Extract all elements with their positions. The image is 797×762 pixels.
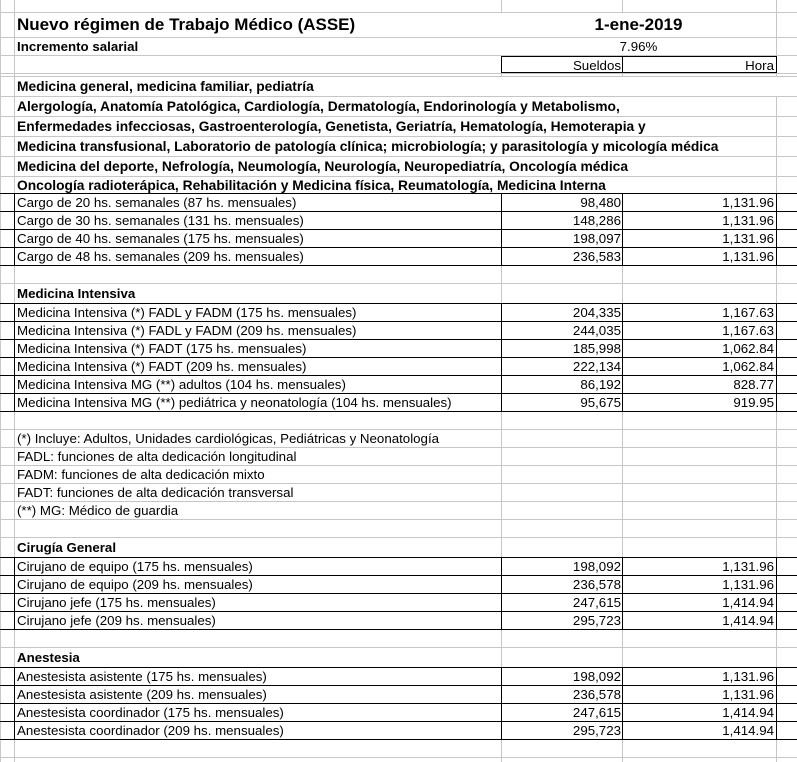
page-title[interactable]: Nuevo régimen de Trabajo Médico (ASSE): [15, 13, 501, 37]
sueldo-value[interactable]: 185,998: [501, 340, 623, 357]
specialty-text[interactable]: Oncología radioterápica, Rehabilitación y Medicina física, Reumatología, Medicina Interna: [15, 177, 775, 193]
row-label[interactable]: Cargo de 48 hs. semanales (209 hs. mensuales): [14, 248, 502, 265]
table-row: [0, 304, 797, 322]
row-label[interactable]: Anestesista coordinador (175 hs. mensuales): [14, 704, 502, 721]
row-empty: [0, 412, 797, 430]
table-row: [0, 594, 797, 612]
hora-value[interactable]: 1,414.94: [622, 612, 777, 629]
hora-value[interactable]: 1,414.94: [622, 722, 777, 739]
hora-value[interactable]: 919.95: [622, 394, 777, 411]
hora-value[interactable]: 1,167.63: [622, 304, 777, 321]
hora-value[interactable]: 1,167.63: [622, 322, 777, 339]
specialty-line: [0, 77, 797, 97]
specialty-line: [0, 137, 797, 157]
row-label[interactable]: Medicina Intensiva (*) FADT (175 hs. mensuales): [14, 340, 502, 357]
sueldo-value[interactable]: 86,192: [501, 376, 623, 393]
specialty-text[interactable]: Medicina general, medicina familiar, pediatría: [15, 77, 795, 96]
note-row: [0, 466, 797, 484]
specialty-text[interactable]: Alergología, Anatomía Patológica, Cardiología, Dermatología, Endorinología y Metabolismo,: [15, 97, 775, 116]
hora-value[interactable]: 828.77: [622, 376, 777, 393]
row-label[interactable]: Medicina Intensiva (*) FADL y FADM (209 hs. mensuales): [14, 322, 502, 339]
row-label[interactable]: Cargo de 20 hs. semanales (87 hs. mensuales): [14, 194, 502, 211]
section-title-intensiva[interactable]: Medicina Intensiva: [15, 284, 501, 303]
sueldo-value[interactable]: 198,092: [501, 668, 623, 685]
note-row: [0, 484, 797, 502]
row-empty: [0, 740, 797, 758]
table-row: [0, 230, 797, 248]
sueldo-value[interactable]: 295,723: [501, 612, 623, 629]
table-row: [0, 686, 797, 704]
row-label[interactable]: Cargo de 40 hs. semanales (175 hs. mensuales): [14, 230, 502, 247]
hora-value[interactable]: 1,131.96: [622, 248, 777, 265]
sueldo-value[interactable]: 244,035: [501, 322, 623, 339]
specialty-text[interactable]: Medicina transfusional, Laboratorio de patología clínica; microbiología; y parasitología y micología médica: [15, 137, 775, 156]
row-label[interactable]: Cargo de 30 hs. semanales (131 hs. mensuales): [14, 212, 502, 229]
increment-label[interactable]: Incremento salarial: [15, 38, 501, 55]
table-row: [0, 358, 797, 376]
hora-value[interactable]: 1,062.84: [622, 340, 777, 357]
row-label[interactable]: Medicina Intensiva MG (**) adultos (104 hs. mensuales): [14, 376, 502, 393]
table-row: [0, 212, 797, 230]
table-row: [0, 704, 797, 722]
table-row: [0, 394, 797, 412]
note-text[interactable]: (*) Incluye: Adultos, Unidades cardiológicas, Pediátricas y Neonatología: [15, 430, 501, 447]
hora-value[interactable]: 1,131.96: [622, 194, 777, 211]
hora-value[interactable]: 1,062.84: [622, 358, 777, 375]
table-row: [0, 340, 797, 358]
hora-value[interactable]: 1,131.96: [622, 576, 777, 593]
table-row: [0, 612, 797, 630]
table-row: [0, 248, 797, 266]
row-label[interactable]: Medicina Intensiva MG (**) pediátrica y neonatología (104 hs. mensuales): [14, 394, 502, 411]
note-row: [0, 448, 797, 466]
specialty-line: [0, 97, 797, 117]
section-header-row: [0, 284, 797, 304]
hora-value[interactable]: 1,131.96: [622, 686, 777, 703]
row-label[interactable]: Medicina Intensiva (*) FADL y FADM (175 hs. mensuales): [14, 304, 502, 321]
sueldo-value[interactable]: 236,578: [501, 686, 623, 703]
specialty-line: [0, 157, 797, 177]
hora-value[interactable]: 1,131.96: [622, 212, 777, 229]
row-label[interactable]: Cirujano de equipo (209 hs. mensuales): [14, 576, 502, 593]
hora-value[interactable]: 1,414.94: [622, 704, 777, 721]
row-label[interactable]: Anestesista coordinador (209 hs. mensuales): [14, 722, 502, 739]
hora-value[interactable]: 1,131.96: [622, 558, 777, 575]
row-empty: [0, 630, 797, 648]
row-label[interactable]: Anestesista asistente (209 hs. mensuales): [14, 686, 502, 703]
title-row: [0, 13, 797, 38]
column-header-row: [0, 56, 797, 74]
row-label[interactable]: Cirujano jefe (175 hs. mensuales): [14, 594, 502, 611]
specialty-line: [0, 177, 797, 194]
sueldo-value[interactable]: 295,723: [501, 722, 623, 739]
section-title-cirugia[interactable]: Cirugía General: [15, 538, 501, 557]
note-row: [0, 430, 797, 448]
section-title-anestesia[interactable]: Anestesia: [15, 648, 501, 667]
sueldo-value[interactable]: 204,335: [501, 304, 623, 321]
section-header-row: [0, 538, 797, 558]
table-row: [0, 322, 797, 340]
sueldo-value[interactable]: 247,615: [501, 704, 623, 721]
row-label[interactable]: Cirujano jefe (209 hs. mensuales): [14, 612, 502, 629]
col-header-sueldos[interactable]: Sueldos: [501, 56, 623, 73]
specialty-line: [0, 117, 797, 137]
row-label[interactable]: Anestesista asistente (175 hs. mensuales): [14, 668, 502, 685]
table-row: [0, 722, 797, 740]
sueldo-value[interactable]: 148,286: [501, 212, 623, 229]
note-text[interactable]: (**) MG: Médico de guardia: [15, 502, 501, 519]
sueldo-value[interactable]: 222,134: [501, 358, 623, 375]
table-row: [0, 376, 797, 394]
sueldo-value[interactable]: 98,480: [501, 194, 623, 211]
table-row: [0, 558, 797, 576]
specialty-text[interactable]: Medicina del deporte, Nefrología, Neumología, Neurología, Neuropediatría, Oncología médica: [15, 157, 775, 176]
hora-value[interactable]: 1,414.94: [622, 594, 777, 611]
section-header-row: [0, 648, 797, 668]
note-text[interactable]: FADL: funciones de alta dedicación longitudinal: [15, 448, 501, 465]
sueldo-value[interactable]: 198,092: [501, 558, 623, 575]
table-row: [0, 576, 797, 594]
hora-value[interactable]: 1,131.96: [622, 668, 777, 685]
note-row: [0, 502, 797, 520]
row-label[interactable]: Cirujano de equipo (175 hs. mensuales): [14, 558, 502, 575]
row-empty: [0, 0, 797, 13]
row-label[interactable]: Medicina Intensiva (*) FADT (209 hs. mensuales): [14, 358, 502, 375]
table-row: [0, 194, 797, 212]
note-text[interactable]: FADT: funciones de alta dedicación transversal: [15, 484, 501, 501]
increment-row: [0, 38, 797, 56]
row-empty: [0, 266, 797, 284]
sueldo-value[interactable]: 236,578: [501, 576, 623, 593]
table-row: [0, 668, 797, 686]
hora-value[interactable]: 1,131.96: [622, 230, 777, 247]
specialty-text[interactable]: Enfermedades infecciosas, Gastroenterología, Genetista, Geriatría, Hematología, Hemoterapia y: [15, 117, 775, 136]
sueldo-value[interactable]: 236,583: [501, 248, 623, 265]
sueldo-value[interactable]: 198,097: [501, 230, 623, 247]
row-empty: [0, 520, 797, 538]
sueldo-value[interactable]: 95,675: [501, 394, 623, 411]
date-cell[interactable]: 1-ene-2019: [501, 13, 776, 37]
sueldo-value[interactable]: 247,615: [501, 594, 623, 611]
note-text[interactable]: FADM: funciones de alta dedicación mixto: [15, 466, 501, 483]
col-header-hora[interactable]: Hora: [622, 56, 777, 73]
increment-value[interactable]: 7.96%: [501, 38, 776, 55]
